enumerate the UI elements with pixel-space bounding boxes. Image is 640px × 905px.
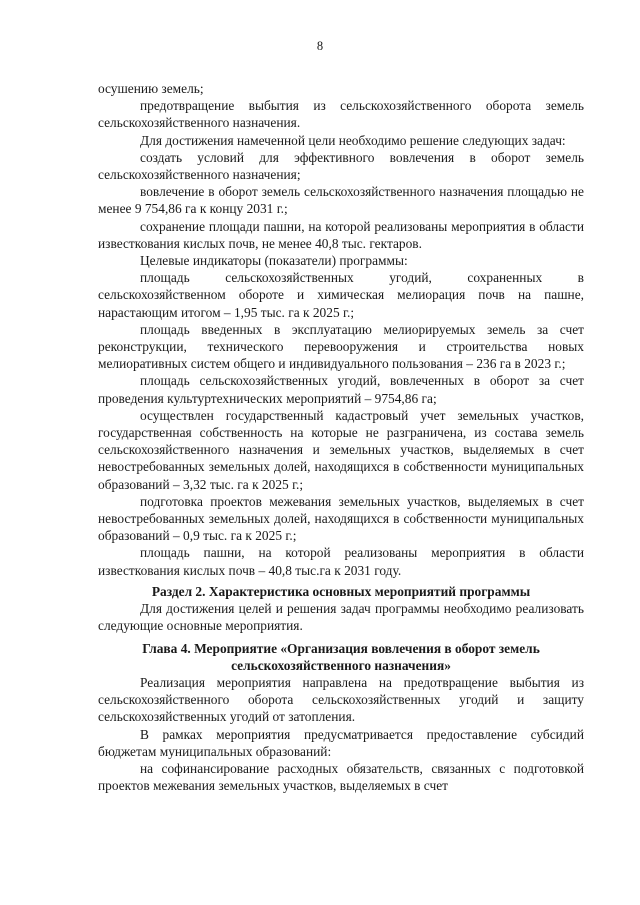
- paragraph: создать условий для эффективного вовлечения в оборот земель сельскохозяйственного назначения;: [98, 149, 584, 183]
- paragraph: сохранение площади пашни, на которой реализованы мероприятия в области известкования кислых почв, не менее 40,8 тыс. гектаров.: [98, 218, 584, 251]
- chapter-heading: [98, 640, 584, 674]
- chapter-paragraph: на софинансирование расходных обязательств, связанных с подготовкой проектов межевания земельных участков, выделяемых в счет: [98, 760, 584, 794]
- section-paragraph: Для достижения целей и решения задач программы необходимо реализовать следующие основные мероприятия.: [98, 601, 584, 634]
- chapter-paragraph: Реализация мероприятия направлена на предотвращение выбытия из сельскохозяйственного оборота сельскохозяйственных угодий и защиту сельскохозяйственных угодий от затопления.: [98, 674, 584, 725]
- paragraph: Целевые индикаторы (показатели) программы:: [140, 253, 408, 269]
- paragraph: площадь пашни, на которой реализованы мероприятия в области известкования кислых почв – 40,8 тыс.га к 2031 году.: [98, 545, 584, 578]
- paragraph: предотвращение выбытия из сельскохозяйственного оборота земель сельскохозяйственного назначения.: [98, 98, 584, 131]
- document-body: [98, 80, 584, 794]
- paragraph: вовлечение в оборот земель сельскохозяйственного назначения площадью не менее 9 754,86 га к концу 2031 г.;: [98, 184, 584, 217]
- section-heading: Раздел 2. Характеристика основных мероприятий программы: [151, 583, 531, 599]
- page-number: 8: [316, 39, 324, 53]
- paragraph: площадь сельскохозяйственных угодий, сохраненных в сельскохозяйственном обороте и химическая мелиорация почв на пашне, нарастающим итогом – 1,95 тыс. га к 2025 г.;: [98, 270, 584, 320]
- paragraph-continuation: осушению земель;: [98, 81, 204, 96]
- paragraph: площадь сельскохозяйственных угодий, вовлеченных в оборот за счет проведения культуртехнических мероприятий – 9754,86 га;: [98, 373, 584, 406]
- paragraph: подготовка проектов межевания земельных участков, выделяемых в счет невостребованных земельных долей, находящихся в собственности муниципальных образований – 0,9 тыс. га к 2025 г.;: [98, 493, 584, 544]
- paragraph: площадь введенных в эксплуатацию мелиорируемых земель за счет реконструкции, технического перевооружения и строительства новых мелиоративных систем общего и индивидуального пользования – 236 га в 2023 г.;: [98, 321, 584, 372]
- paragraph: осуществлен государственный кадастровый учет земельных участков, государственная собственность на которые не разграничена, из состава земель сельскохозяйственного назначения и земельных участков, выделяемых в счет невостребованных земельных долей, находящихся в собственности муниципальных образований – 3,32 тыс. га к 2025 г.;: [98, 407, 584, 492]
- chapter-paragraph: В рамках мероприятия предусматривается предоставление субсидий бюджетам муниципальных образований:: [98, 726, 584, 759]
- chapter-heading-line2: сельскохозяйственного назначения»: [231, 657, 451, 673]
- chapter-heading-line1: Глава 4. Мероприятие «Организация вовлечения в оборот земель: [142, 640, 540, 656]
- paragraph: Для достижения намеченной цели необходимо решение следующих задач:: [140, 132, 566, 148]
